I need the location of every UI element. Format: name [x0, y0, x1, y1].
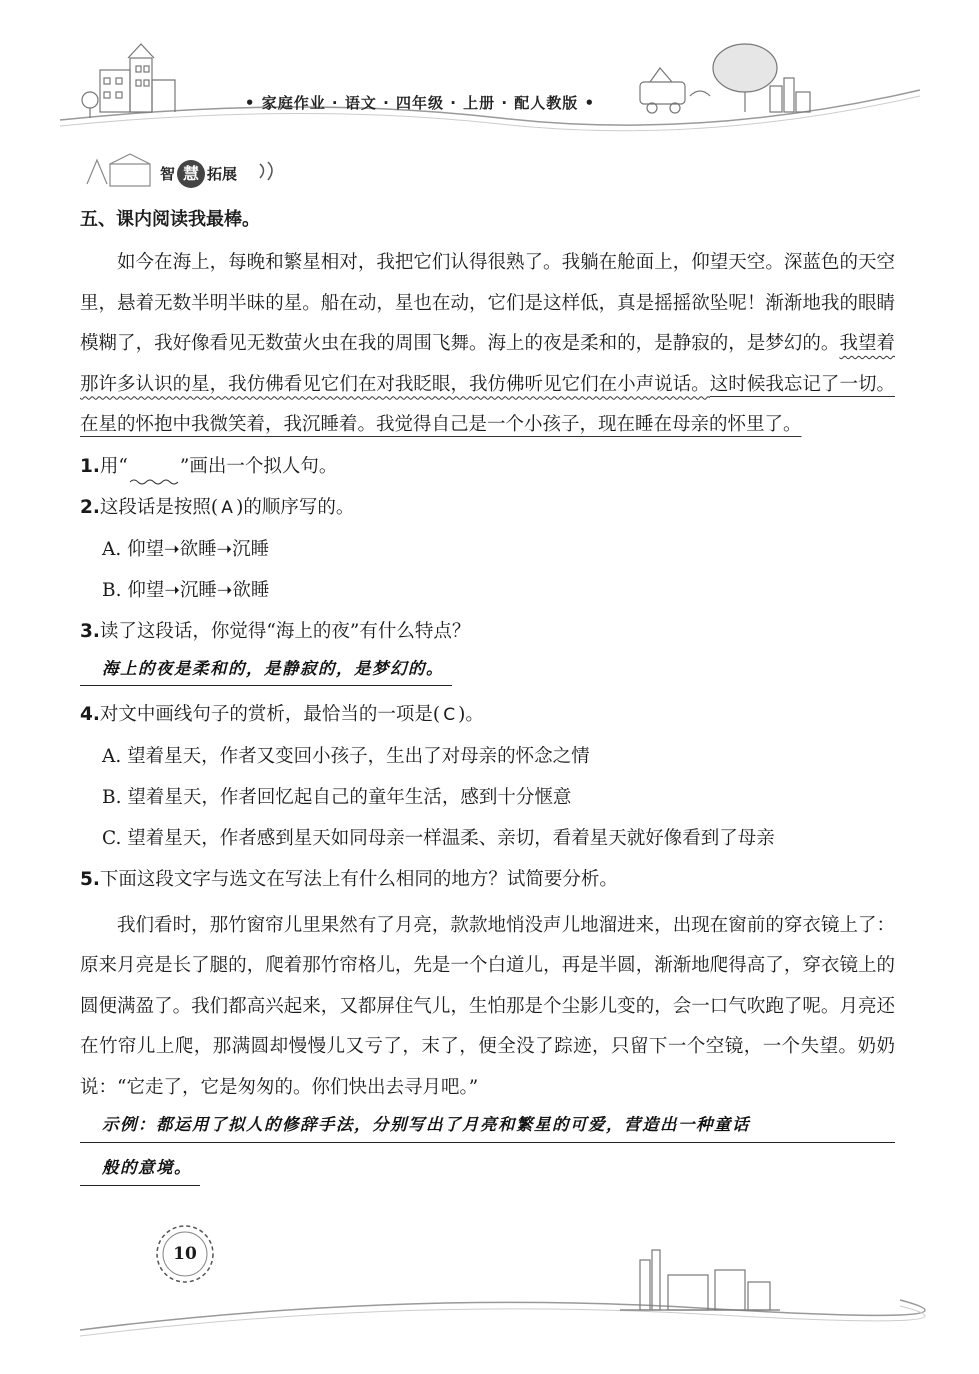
question-4-option-c: C. 望着星天，作者感到星天如同母亲一样温柔、亲切，看着星天就好像看到了母亲 — [102, 827, 775, 849]
question-4 — [80, 694, 895, 736]
question-1 — [80, 446, 895, 487]
section-title: 五、课内阅读我最棒。 — [80, 209, 260, 230]
badge-right: 拓展 — [207, 165, 238, 183]
question-4-number: 4. — [80, 703, 100, 725]
question-3-number: 3. — [80, 620, 100, 642]
question-2-text-after: )的顺序写的。 — [236, 496, 355, 518]
question-1-text-before: 用“ — [99, 455, 128, 477]
reading-passage — [80, 243, 895, 446]
footer-decoration — [0, 1220, 979, 1374]
question-3-answer: 海上的夜是柔和的，是静寂的，是梦幻的。 — [80, 656, 452, 686]
question-1-number: 1. — [80, 455, 100, 477]
question-2 — [80, 487, 895, 529]
question-3-text: 读了这段话，你觉得“海上的夜”有什么特点？ — [99, 620, 471, 642]
section-badge-label — [160, 160, 237, 188]
question-5-passage: 我们看时，那竹窗帘儿里果然有了月亮，款款地悄没声儿地溜进来，出现在窗前的穿衣镜上了：原来月亮是长了腿的，爬着那竹帘格儿，先是一个白道儿，再是半圆，渐渐地爬得高了，穿衣镜上的圆便满盈了。我们都高兴起来，又都屏住气儿，生怕那是个尘影儿变的，会一口气吹跑了呢。月亮还在竹帘儿上爬，那满圆却慢慢儿又亏了，末了，便全没了踪迹，只留下一个空镜，一个失望。奶奶说：“它走了，它是匆匆的。你们快出去寻月吧。” — [80, 914, 895, 1098]
question-2-number: 2. — [80, 496, 100, 518]
question-5-text: 下面这段文字与选文在写法上有什么相同的地方？试简要分析。 — [99, 868, 618, 890]
question-4-answer: C — [443, 704, 456, 725]
question-2-text-before: 这段话是按照( — [99, 496, 219, 518]
main-content — [80, 205, 895, 1186]
question-4-option-a: A. 望着星天，作者又变回小孩子，生出了对母亲的怀念之情 — [102, 745, 590, 767]
question-1-text-after: ”画出一个拟人句。 — [179, 455, 338, 477]
question-4-option-b: B. 望着星天，作者回忆起自己的童年生活，感到十分惬意 — [102, 786, 572, 808]
question-5-number: 5. — [80, 868, 100, 890]
badge-mid: 慧 — [177, 160, 205, 188]
question-4-text-after: )。 — [458, 703, 484, 725]
page-number: 10 — [173, 1244, 197, 1264]
question-3 — [80, 611, 895, 652]
passage-underlined-sentence: 这时候我忘记了一切。在星的怀抱中我微笑着，我沉睡着。我觉得自己是一个小孩子，现在睡在母亲的怀里了。 — [80, 373, 895, 435]
question-4-text-before: 对文中画线句子的赏析，最恰当的一项是( — [99, 703, 441, 725]
question-5 — [80, 859, 895, 900]
badge-left: 智 — [160, 165, 176, 183]
book-series-title: • 家庭作业 · 语文 · 四年级 · 上册 · 配人教版 • — [244, 94, 596, 112]
header-decoration — [0, 0, 979, 150]
wavy-line-mark — [128, 460, 180, 474]
question-5-answer-line-1: 示例：都运用了拟人的修辞手法，分别写出了月亮和繁星的可爱，营造出一种童话 — [80, 1108, 895, 1143]
question-5-answer-line-2: 般的意境。 — [80, 1151, 200, 1186]
passage-wavy-sentence: 我望着那许多认识的星，我仿佛看见它们在对我眨眼，我仿佛听见它们在小声说话。 — [80, 333, 895, 395]
question-2-option-a: A. 仰望➝欲睡➝沉睡 — [102, 538, 270, 560]
question-2-answer: A — [221, 497, 233, 518]
passage-part1: 如今在海上，每晚和繁星相对，我把它们认得很熟了。我躺在舱面上，仰望天空。深蓝色的天空里，悬着无数半明半昧的星。船在动，星也在动，它们是这样低，真是摇摇欲坠呢！渐渐地我的眼睛模糊了，我好像看见无数萤火虫在我的周围飞舞。海上的夜是柔和的，是静寂的，是梦幻的。 — [80, 252, 895, 354]
question-2-option-b: B. 仰望➝沉睡➝欲睡 — [102, 579, 270, 601]
